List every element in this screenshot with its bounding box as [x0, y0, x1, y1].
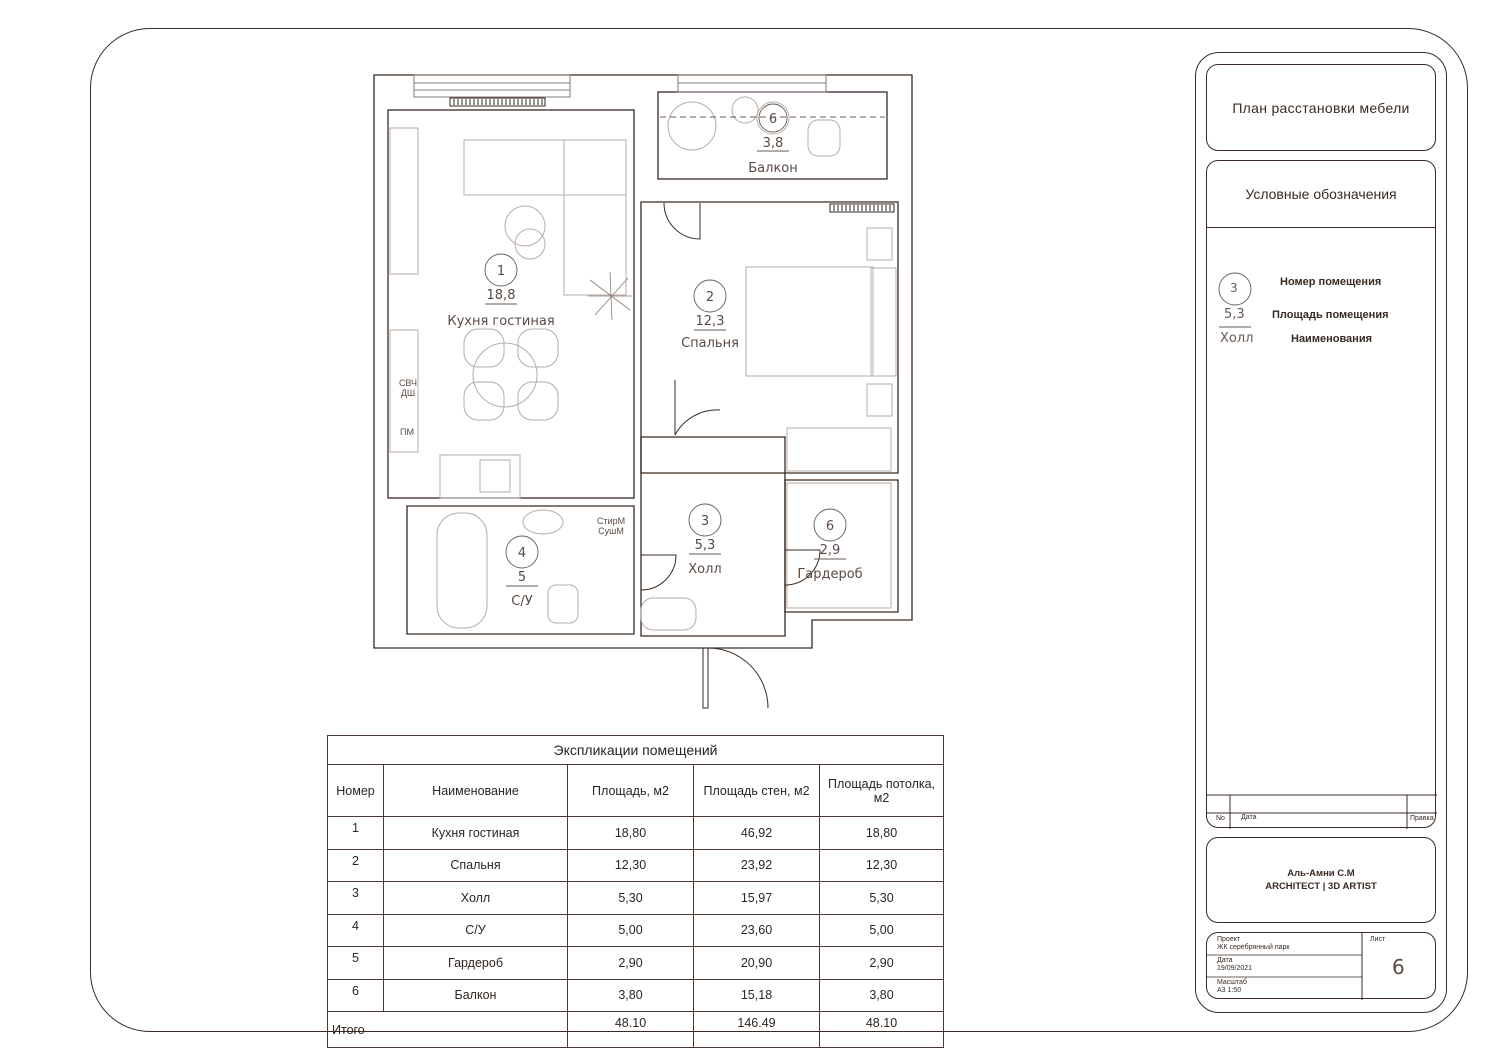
wardrobe-wall: [785, 480, 898, 612]
sheet-number-value: 6: [1392, 955, 1405, 979]
author-role: ARCHITECT | 3D ARTIST: [1265, 881, 1377, 892]
cell: 20,90: [694, 947, 820, 980]
cell: 4: [328, 914, 384, 947]
cell: 18,80: [820, 817, 944, 850]
revision-date-label: Дата: [1241, 814, 1257, 821]
dw-label: ДШ: [400, 388, 416, 398]
cell: 15,18: [694, 979, 820, 1012]
cell: Спальня: [384, 849, 568, 882]
cell: 5: [328, 947, 384, 980]
cell: 2: [328, 849, 384, 882]
col-header-area: Площадь, м2: [568, 765, 694, 817]
room-2-area: 12,3: [695, 314, 725, 329]
cell: 3,80: [568, 979, 694, 1012]
legend-title: Условные обозначения: [1207, 161, 1435, 228]
sheet-number-label: Лист: [1370, 936, 1386, 943]
col-header-name: Наименование: [384, 765, 568, 817]
col-header-number: Номер: [328, 765, 384, 817]
author-block: [1206, 837, 1436, 923]
col-header-ceiling: Площадь потолка, м2: [820, 765, 944, 817]
bedroom-wall: [641, 202, 898, 473]
room-1-name: Кухня гостиная: [447, 314, 555, 329]
legend-panel: [1206, 160, 1436, 828]
dryer-label: СушМ: [598, 526, 624, 536]
cell: 23,60: [694, 914, 820, 947]
col-header-walls: Площадь стен, м2: [694, 765, 820, 817]
wm-label: ПМ: [400, 427, 414, 437]
mw-label: СВЧ: [398, 378, 418, 388]
project-label: Проект: [1217, 936, 1241, 943]
cell: 15,97: [694, 882, 820, 915]
balcony-area: 3,8: [762, 136, 784, 151]
balcony-name: Балкон: [748, 161, 798, 176]
cell: Гардероб: [384, 947, 568, 980]
date-value: 19/09/2021: [1217, 965, 1253, 972]
outer-wall: [374, 75, 912, 648]
cell: 5,00: [568, 914, 694, 947]
cell: 3: [328, 882, 384, 915]
cell: 6: [328, 979, 384, 1012]
scale-value: А3 1:50: [1217, 987, 1242, 994]
room-2-name: Спальня: [681, 336, 739, 351]
revision-number-label: No: [1216, 815, 1225, 822]
cell: 23,92: [694, 849, 820, 882]
total-row: [328, 1012, 944, 1048]
cell: 12,30: [820, 849, 944, 882]
revision-sign-label: Правка: [1410, 815, 1434, 822]
explication-table: [327, 735, 944, 1048]
total-walls: 146.49: [694, 1012, 820, 1048]
room-3-name: Холл: [688, 562, 722, 577]
cell: Балкон: [384, 979, 568, 1012]
cell: 2,90: [568, 947, 694, 980]
cell: 46,92: [694, 817, 820, 850]
room-1-area: 18,8: [486, 288, 516, 303]
cell: 18,80: [568, 817, 694, 850]
project-info-block: [1206, 932, 1436, 999]
cell: 5,00: [820, 914, 944, 947]
legend-sample-number: 3: [1230, 281, 1238, 295]
table-row: [328, 947, 944, 980]
room-6-number: 6: [825, 519, 835, 534]
cell: 3,80: [820, 979, 944, 1012]
table-caption: Экспликации помещений: [328, 736, 944, 765]
table-row: [328, 882, 944, 915]
room-6-name: Гардероб: [797, 567, 863, 582]
cell: Кухня гостиная: [384, 817, 568, 850]
table-row: [328, 979, 944, 1012]
room-4-name: С/У: [511, 594, 533, 609]
date-label: Дата: [1217, 957, 1233, 964]
cell: С/У: [384, 914, 568, 947]
table-row: [328, 817, 944, 850]
cell: Холл: [384, 882, 568, 915]
legend-item-room-name: Наименования: [1291, 333, 1373, 345]
cell: 2,90: [820, 947, 944, 980]
room-4-area: 5: [517, 570, 527, 585]
table-row: [328, 849, 944, 882]
room-3-number: 3: [700, 514, 710, 529]
total-area: 48.10: [568, 1012, 694, 1048]
cell: 5,30: [820, 882, 944, 915]
legend-sample-symbol: [1207, 161, 1437, 829]
scale-label: Масштаб: [1217, 979, 1247, 986]
cell: 1: [328, 817, 384, 850]
cell: 5,30: [568, 882, 694, 915]
author-name: Аль-Амни С.М: [1287, 868, 1355, 879]
total-label: Итого: [328, 1012, 568, 1048]
room-1-number: 1: [496, 264, 506, 279]
room-3-area: 5,3: [694, 538, 716, 553]
legend-sample-name: Холл: [1220, 331, 1254, 346]
legend-sample-area: 5,3: [1224, 307, 1245, 322]
legend-item-room-number: Номер помещения: [1280, 276, 1382, 288]
hall-wall: [641, 437, 785, 636]
table-row: [328, 914, 944, 947]
sheet-title: План расстановки мебели: [1206, 64, 1436, 151]
project-value: ЖК серебрянный парк: [1217, 944, 1290, 951]
legend-item-room-area: Площадь помещения: [1272, 309, 1389, 321]
balcony-number: 6: [768, 112, 778, 127]
total-ceiling: 48.10: [820, 1012, 944, 1048]
room-4-number: 4: [517, 546, 527, 561]
washer-label: СтирМ: [596, 516, 626, 526]
room-6-area: 2,9: [819, 543, 841, 558]
cell: 12,30: [568, 849, 694, 882]
room-2-number: 2: [705, 290, 715, 305]
